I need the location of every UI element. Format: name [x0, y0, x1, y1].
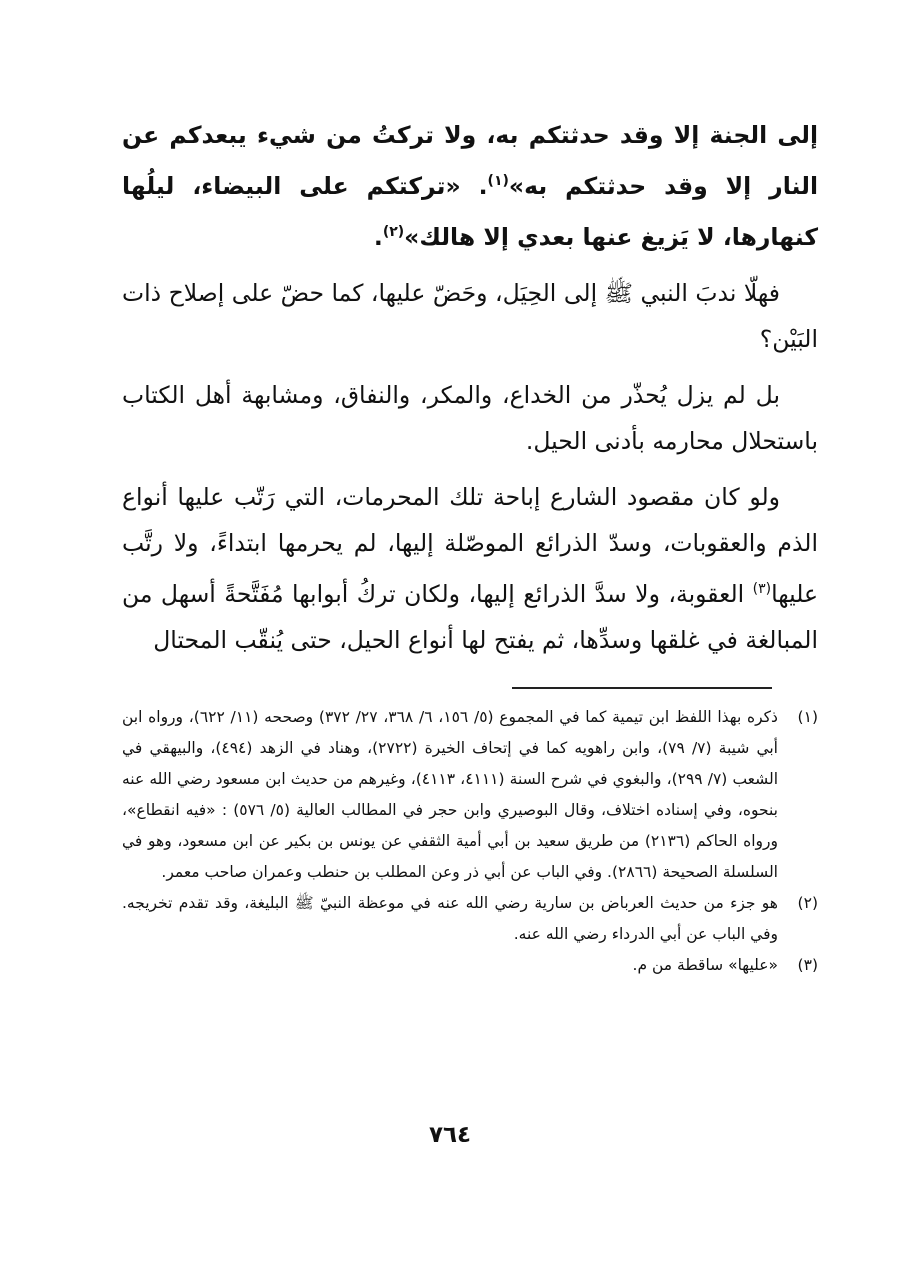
- para1-text: إلى الجنة إلا وقد حدثتكم به، ولا تركتُ من شيء يبعدكم عن النار إلا وقد حدثتكم به»: [122, 121, 819, 200]
- footnote-ref-2[interactable]: (٢): [382, 224, 405, 240]
- footnote-text: «عليها» ساقطة من م.: [632, 956, 778, 974]
- footnote-number: (٣): [797, 956, 818, 974]
- paragraph-1: [122, 112, 818, 260]
- footnote-text: ذكره بهذا اللفظ ابن تيمية كما في المجموع (٥/ ١٥٦، ٦/ ٣٦٨، ٢٧/ ٣٧٢) وصححه (١١/ ٦٢٢)، ورواه ابن أبي شيبة (٧/ ٧٩)، وابن راهويه كما في إتحاف الخيرة (٢٧٢٢)، وهناد في الزهد (٤٩٤)، والبيهقي في الشعب (٧/ ٢٩٩)، والبغوي في شرح السنة (٤١١١، ٤١١٣)، وغيرهم من حديث ابن مسعود رضي الله عنه بنحوه، وفي إسناده اختلاف، وقال البوصيري وابن حجر في المطالب العالية (٥/ ٥٧٦) : «فيه انقطاع»، ورواه الحاكم (٢١٣٦) من طريق سعيد بن أبي أمية الثقفي عن يونس بن بكير عن ابن مسعود، وهو في السلسلة الصحيحة (٢٨٦٦). وفي الباب عن أبي ذر وعن المطلب بن حنطب وعمران صاحب معمر.: [122, 708, 779, 881]
- para4-text-a: ولو كان مقصود الشارع إباحة تلك المحرمات، التي رَتّب عليها أنواع الذم والعقوبات، وسدّ الذرائع الموصّلة إليها، لم يحرمها ابتداءً، ولا رتَّب عليها: [122, 483, 818, 608]
- para1-end: .: [373, 223, 383, 251]
- footnote-1: [122, 702, 818, 888]
- main-text: [122, 112, 818, 673]
- para1-continued: . «تركتكم على البيضاء، ليلُها كنهارها، لا يَزيغ عنها بعدي إلا هالك»: [122, 172, 818, 251]
- footnote-number: (٢): [797, 894, 818, 912]
- footnote-number: (١): [797, 708, 818, 726]
- para4-text-b: العقوبة، ولا سدَّ الذرائع إليها، ولكان تركُ أبوابها مُفَتَّحةً أسهل من المبالغة في غلقها وسدِّها، ثم يفتح لها أنواع الحيل، حتى يُنقّب المحتال: [122, 580, 818, 654]
- page-number: ٧٦٤: [428, 1122, 472, 1148]
- paragraph-3: بل لم يزل يُحذّر من الخداع، والمكر، والنفاق، ومشابهة أهل الكتاب باستحلال محارمه بأدنى الحيل.: [122, 381, 818, 455]
- footnote-3: [122, 950, 818, 981]
- footnote-text: هو جزء من حديث العرباض بن سارية رضي الله عنه في موعظة النبيّ ﷺ البليغة، وقد تقدم تخريجه. وفي الباب عن أبي الدرداء رضي الله عنه.: [122, 894, 778, 943]
- paragraph-4: [122, 474, 818, 663]
- footnote-ref-3[interactable]: (٣): [752, 581, 772, 597]
- footnote-2: [122, 888, 818, 950]
- footnote-separator: [512, 687, 772, 689]
- footnote-ref-1[interactable]: (١): [487, 173, 509, 189]
- paragraph-2: فهلّا ندبَ النبي ﷺ إلى الحِيَل، وحَضّ عليها، كما حضّ على إصلاح ذات البَيْن؟: [122, 279, 818, 353]
- footnotes: [122, 702, 818, 981]
